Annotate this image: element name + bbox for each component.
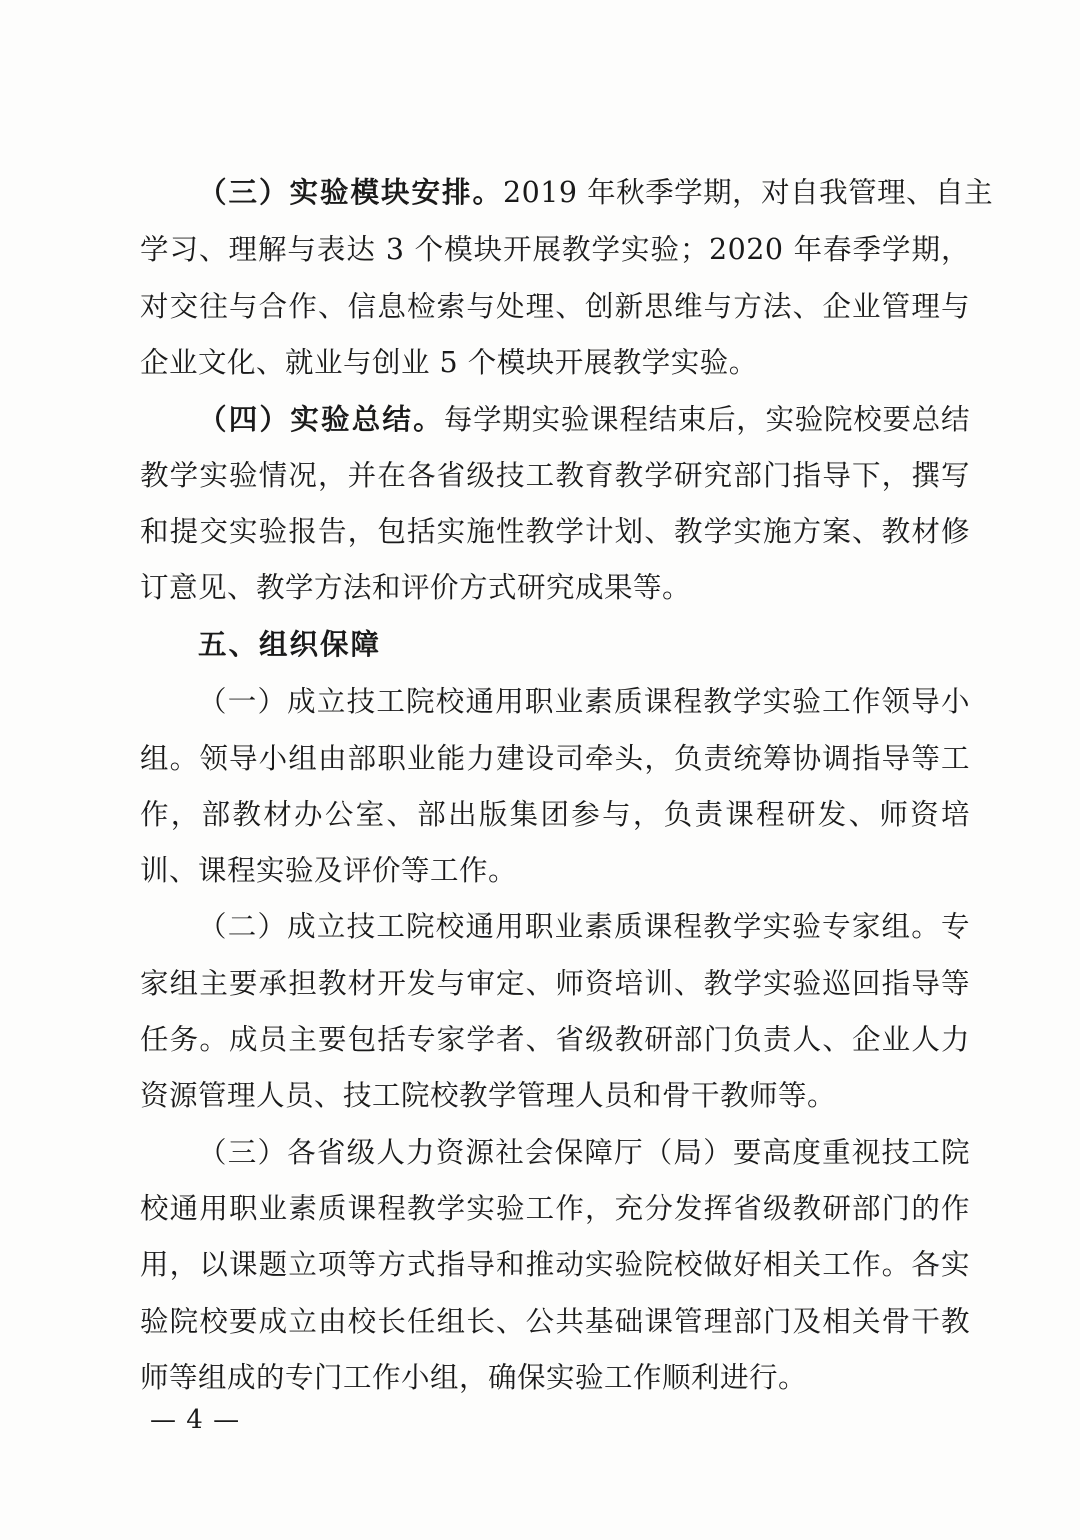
- paragraph-text: 2019 年秋季学期，对自我管理、自主: [503, 176, 994, 209]
- paragraph-line: 教学实验情况，并在各省级技工教育教学研究部门指导下，撰写: [140, 459, 970, 492]
- paragraph-line: 组。领导小组由部职业能力建设司牵头，负责统筹协调指导等工: [140, 742, 970, 775]
- paragraph-line: 企业文化、就业与创业 5 个模块开展教学实验。: [140, 346, 758, 379]
- paragraph-line: （二）成立技工院校通用职业素质课程教学实验专家组。专: [198, 910, 970, 943]
- paragraph-line: 作，部教材办公室、部出版集团参与，负责课程研发、师资培: [140, 798, 970, 831]
- paragraph-line: 订意见、教学方法和评价方式研究成果等。: [140, 571, 692, 604]
- paragraph-line: 校通用职业素质课程教学实验工作，充分发挥省级教研部门的作: [140, 1192, 970, 1225]
- paragraph-line: 学习、理解与表达 3 个模块开展教学实验；2020 年春季学期，: [140, 233, 970, 266]
- paragraph-text: 每学期实验课程结束后，实验院校要总结: [443, 403, 970, 436]
- page-number: — 4 —: [150, 1405, 241, 1435]
- paragraph-line: （三）各省级人力资源社会保障厅（局）要高度重视技工院: [198, 1136, 970, 1169]
- paragraph-line: 训、课程实验及评价等工作。: [140, 854, 518, 887]
- paragraph-line: 用，以课题立项等方式指导和推动实验院校做好相关工作。各实: [140, 1248, 970, 1281]
- paragraph-lead: （四）实验总结。: [198, 403, 444, 436]
- paragraph-line: 验院校要成立由校长任组长、公共基础课管理部门及相关骨干教: [140, 1305, 970, 1338]
- section-heading: 五、组织保障: [198, 628, 382, 661]
- paragraph-line: [198, 173, 994, 213]
- paragraph-line: 资源管理人员、技工院校教学管理人员和骨干教师等。: [140, 1079, 837, 1112]
- paragraph-lead: （三）实验模块安排。: [198, 176, 504, 209]
- paragraph-line: [198, 400, 970, 440]
- paragraph-line: 师等组成的专门工作小组，确保实验工作顺利进行。: [140, 1361, 808, 1394]
- paragraph-line: 和提交实验报告，包括实施性教学计划、教学实施方案、教材修: [140, 515, 970, 548]
- paragraph-line: 家组主要承担教材开发与审定、师资培训、教学实验巡回指导等: [140, 967, 970, 1000]
- paragraph-line: 任务。成员主要包括专家学者、省级教研部门负责人、企业人力: [140, 1023, 970, 1056]
- paragraph-line: 对交往与合作、信息检索与处理、创新思维与方法、企业管理与: [140, 290, 970, 323]
- paragraph-line: （一）成立技工院校通用职业素质课程教学实验工作领导小: [198, 685, 970, 718]
